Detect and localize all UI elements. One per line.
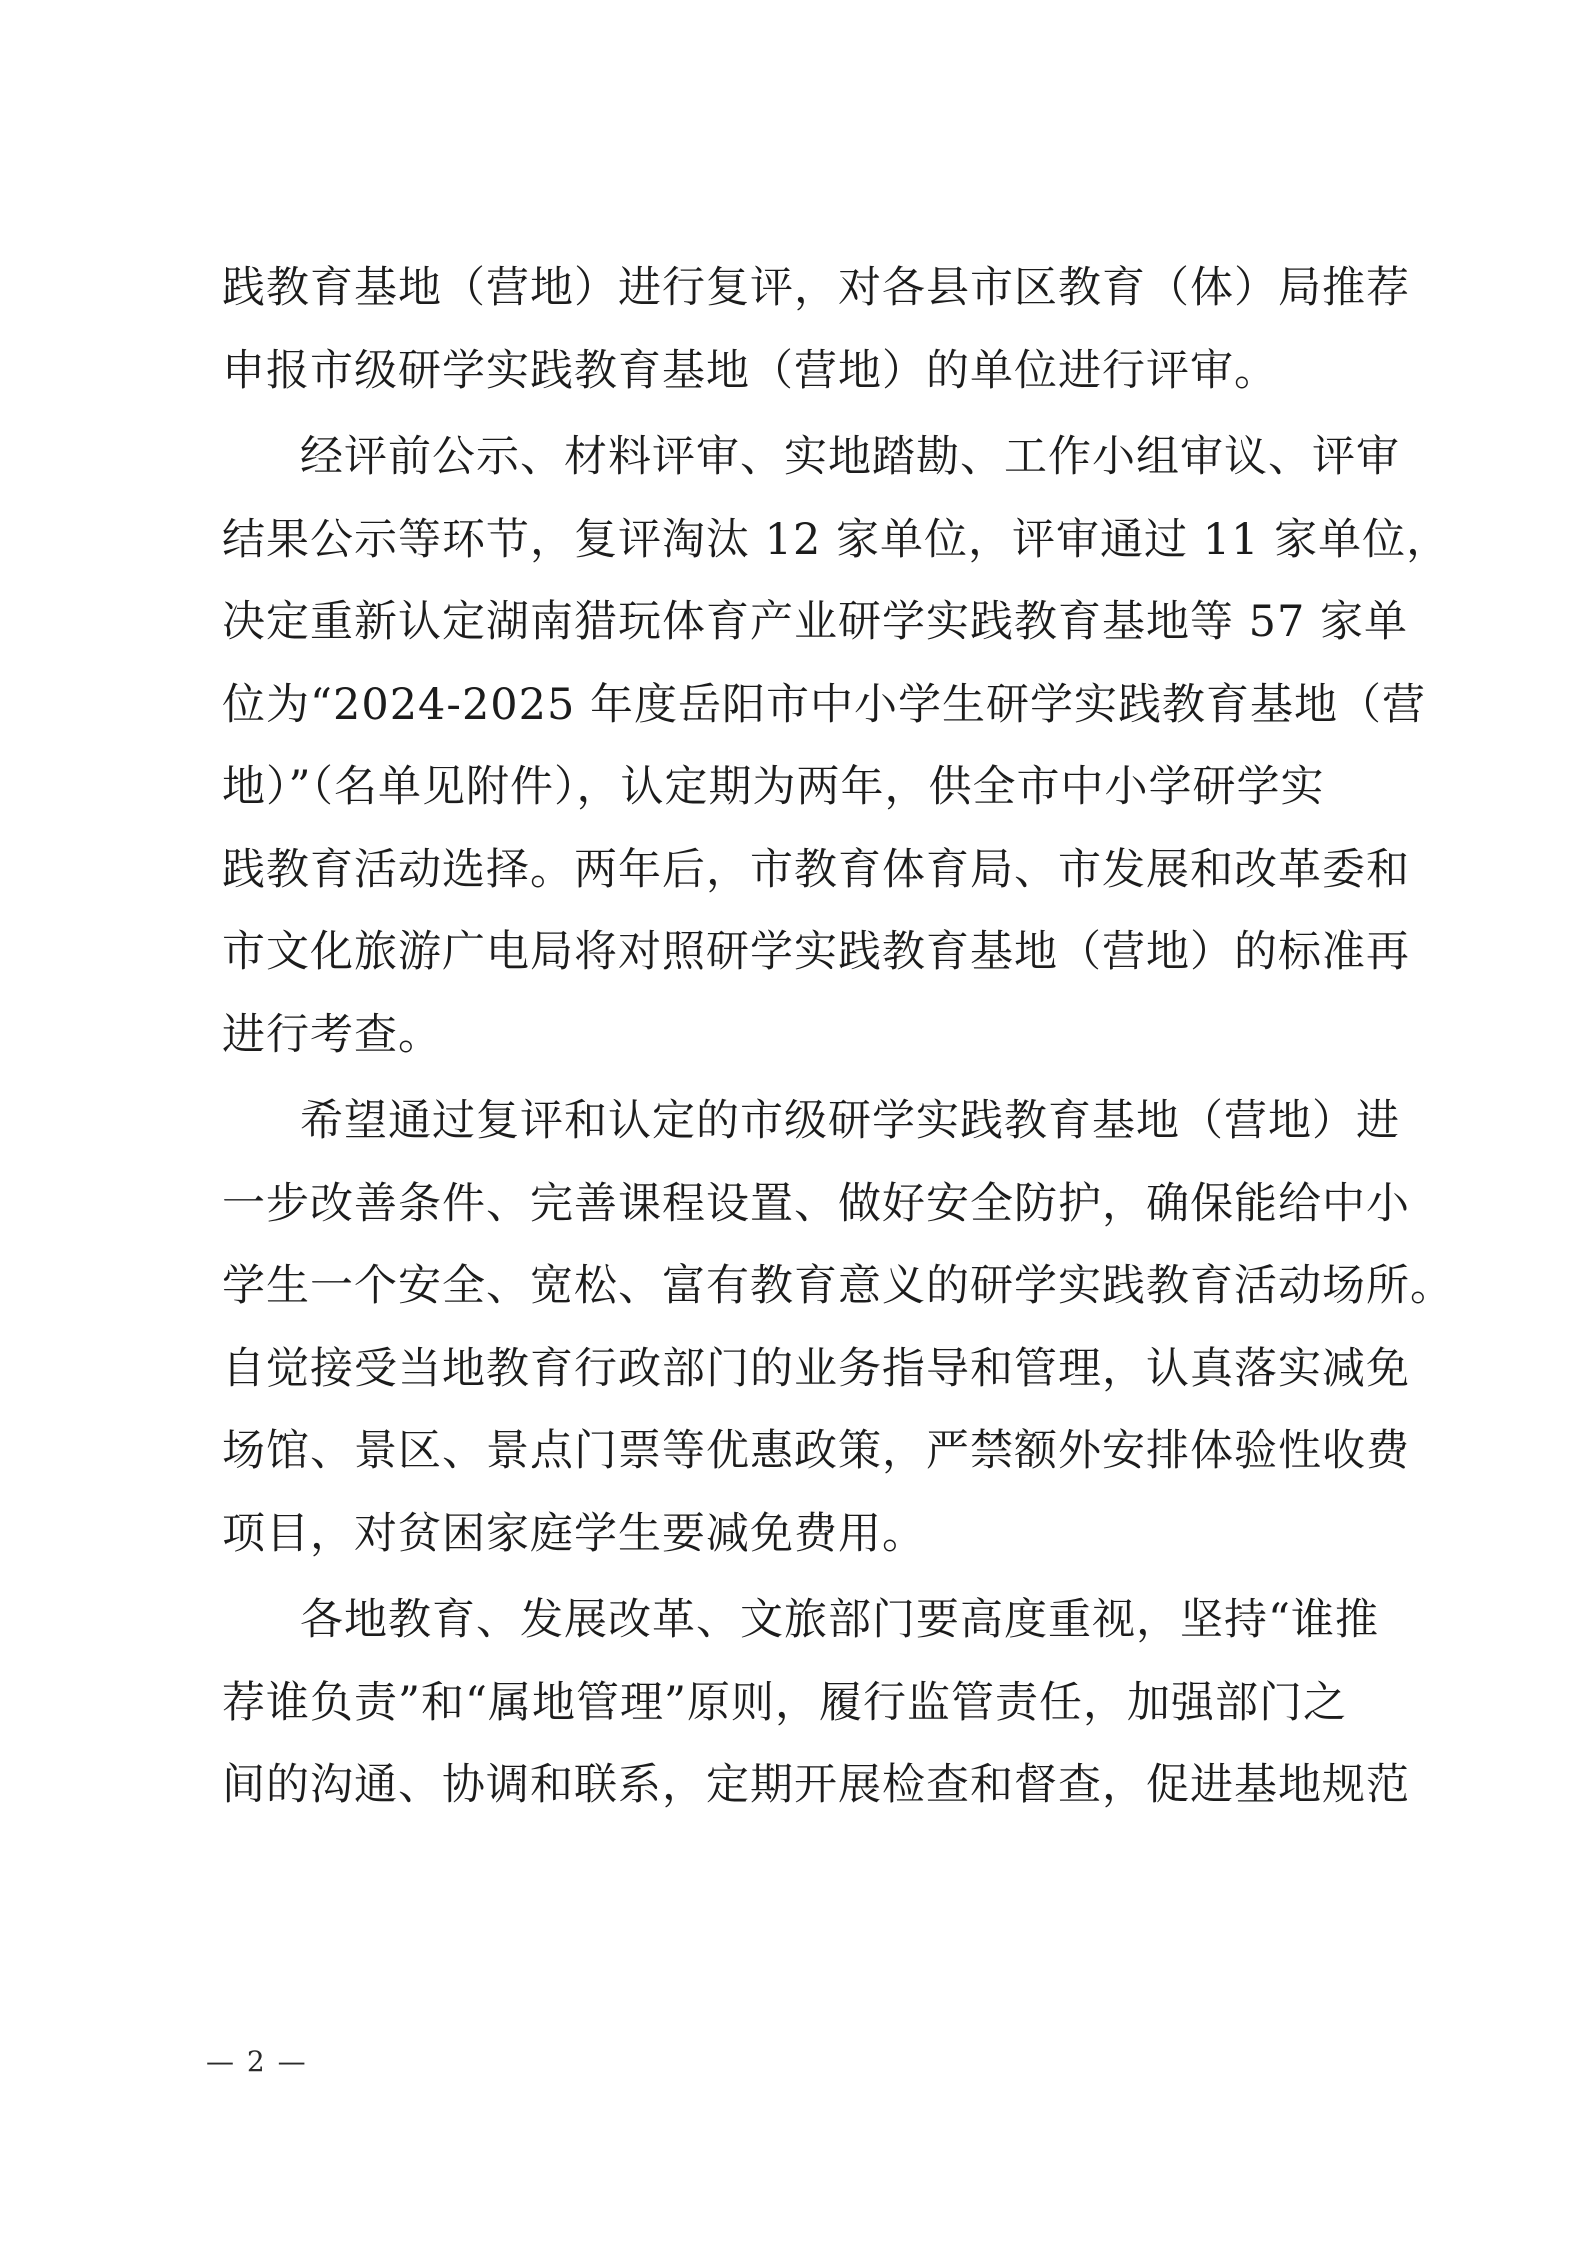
text-line: 间的沟通、协调和联系，定期开展检查和督查，促进基地规范 bbox=[222, 1760, 1410, 1810]
text-line: 结果公示等环节，复评淘汰 12 家单位，评审通过 11 家单位， bbox=[222, 514, 1451, 565]
text-line: 学生一个安全、宽松、富有教育意义的研学实践教育活动场所。 bbox=[222, 1261, 1454, 1311]
text-line: 希望通过复评和认定的市级研学实践教育基地（营地）进 bbox=[300, 1096, 1400, 1146]
text-line: 场馆、景区、景点门票等优惠政策，严禁额外安排体验性收费 bbox=[222, 1426, 1410, 1476]
text-line: 践教育活动选择。两年后，市教育体育局、市发展和改革委和 bbox=[222, 844, 1410, 895]
text-line: 一步改善条件、完善课程设置、做好安全防护，确保能给中小 bbox=[222, 1178, 1410, 1229]
text-line: 位为“2024-2025 年度岳阳市中小学生研学实践教育基地（营 bbox=[222, 679, 1427, 730]
text-line: 决定重新认定湖南猎玩体育产业研学实践教育基地等 57 家单 bbox=[222, 597, 1409, 647]
text-line: 各地教育、发展改革、文旅部门要高度重视，坚持“谁推 bbox=[300, 1595, 1379, 1645]
text-line: 荐谁负责”和“属地管理”原则，履行监管责任，加强部门之 bbox=[222, 1677, 1347, 1728]
text-line: 地）”（名单见附件），认定期为两年，供全市中小学研学实 bbox=[222, 762, 1325, 812]
text-line: 经评前公示、材料评审、实地踏勘、工作小组审议、评审 bbox=[300, 432, 1400, 482]
text-line: 自觉接受当地教育行政部门的业务指导和管理，认真落实减免 bbox=[222, 1343, 1410, 1394]
text-line: 项目，对贫困家庭学生要减免费用。 bbox=[222, 1508, 926, 1559]
page-number: — 2 — bbox=[206, 2045, 308, 2078]
text-line: 市文化旅游广电局将对照研学实践教育基地（营地）的标准再 bbox=[222, 927, 1410, 977]
text-line: 申报市级研学实践教育基地（营地）的单位进行评审。 bbox=[222, 345, 1278, 396]
text-line: 践教育基地（营地）进行复评，对各县市区教育（体）局推荐 bbox=[222, 263, 1410, 313]
text-line: 进行考查。 bbox=[222, 1009, 442, 1060]
document-body bbox=[222, 247, 1454, 1827]
